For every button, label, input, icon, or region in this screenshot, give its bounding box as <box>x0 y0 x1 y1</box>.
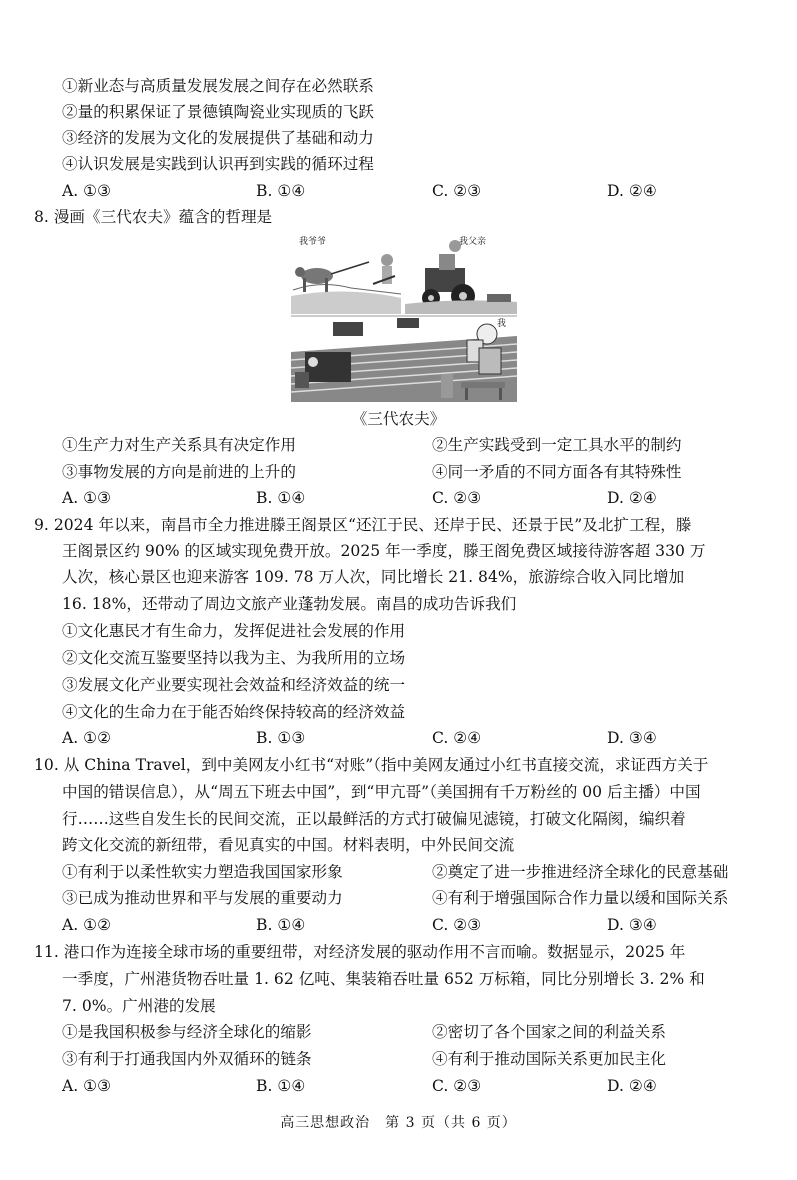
q11-stem-line-3: 7. 0%。广州港的发展 <box>62 997 216 1015</box>
q7-statement-3: ③经济的发展为文化的发展提供了基础和动力 <box>62 129 374 147</box>
q9-stem-line-1: 9. 2024 年以来，南昌市全力推进滕王阁景区“还江于民、还岸于民、还景于民”及北扩工程，滕 <box>34 516 692 534</box>
q10-option-c: C. ②③ <box>432 916 482 934</box>
q10-statement-3: ③已成为推动世界和平与发展的重要动力 <box>62 889 343 907</box>
three-generations-farmer-cartoon <box>291 232 517 402</box>
q9-statement-1: ①文化惠民才有生命力，发挥促进社会发展的作用 <box>62 622 406 640</box>
q9-option-d: D. ③④ <box>607 729 657 747</box>
q11-stem-line-1: 11. 港口作为连接全球市场的重要纽带，对经济发展的驱动作用不言而喻。数据显示，2025 年 <box>34 943 686 961</box>
q11-statement-3: ③有利于打通我国内外双循环的链条 <box>62 1050 312 1068</box>
q9-statement-2: ②文化交流互鉴要坚持以我为主、为我所用的立场 <box>62 649 406 667</box>
q11-option-a: A. ①③ <box>62 1077 112 1095</box>
q7-statement-4: ④认识发展是实践到认识再到实践的循环过程 <box>62 155 374 173</box>
q11-option-b: B. ①④ <box>256 1077 306 1095</box>
page-footer: 高三思想政治 第 3 页（共 6 页） <box>280 1115 517 1131</box>
q10-option-a: A. ①② <box>62 916 112 934</box>
q9-option-a: A. ①② <box>62 729 112 747</box>
q8-statement-1: ①生产力对生产关系具有决定作用 <box>62 436 296 454</box>
q10-stem-line-4: 跨文化交流的新纽带，看见真实的中国。材料表明，中外民间交流 <box>62 836 515 854</box>
q10-option-b: B. ①④ <box>256 916 306 934</box>
q9-option-b: B. ①③ <box>256 729 306 747</box>
cartoon-caption: 《三代农夫》 <box>351 410 446 428</box>
q9-statement-4: ④文化的生命力在于能否始终保持较高的经济效益 <box>62 703 406 721</box>
cartoon-label-me: 我 <box>497 319 507 329</box>
q10-option-d: D. ③④ <box>607 916 657 934</box>
cartoon-label-grandfather: 我爷爷 <box>299 237 327 247</box>
q9-statement-3: ③发展文化产业要实现社会效益和经济效益的统一 <box>62 676 406 694</box>
q11-statement-4: ④有利于推动国际关系更加民主化 <box>432 1050 666 1068</box>
q10-stem-line-2: 中国的错误信息），从“周五下班去中国”，到“甲亢哥”（美国拥有千万粉丝的 00 后主播）中国 <box>62 783 701 801</box>
q8-option-b: B. ①④ <box>256 489 306 507</box>
q10-statement-2: ②奠定了进一步推进经济全球化的民意基础 <box>432 863 729 881</box>
q10-statement-1: ①有利于以柔性软实力塑造我国国家形象 <box>62 863 343 881</box>
q9-option-c: C. ②④ <box>432 729 482 747</box>
q11-stem-line-2: 一季度，广州港货物吞吐量 1. 62 亿吨、集装箱吞吐量 652 万标箱，同比分别增长 3. 2% 和 <box>62 970 705 988</box>
q8-option-c: C. ②③ <box>432 489 482 507</box>
q8-stem: 8. 漫画《三代农夫》蕴含的哲理是 <box>34 208 273 226</box>
q7-option-a: A. ①③ <box>62 182 112 200</box>
q7-statement-1: ①新业态与高质量发展发展之间存在必然联系 <box>62 77 374 95</box>
q10-stem-line-3: 行……这些自发生长的民间交流，正以最鲜活的方式打破偏见滤镜，打破文化隔阂，编织着 <box>62 810 686 828</box>
q8-option-d: D. ②④ <box>607 489 657 507</box>
q8-option-a: A. ①③ <box>62 489 112 507</box>
q8-statement-4: ④同一矛盾的不同方面各有其特殊性 <box>432 463 682 481</box>
q9-stem-line-3: 人次，核心景区也迎来游客 109. 78 万人次，同比增长 21. 84%，旅游综合收入同比增加 <box>62 568 685 586</box>
q10-stem-line-1: 10. 从 China Travel，到中美网友小红书“对账”（指中美网友通过小红书直接交流，求证西方关于 <box>34 756 709 774</box>
q11-statement-2: ②密切了各个国家之间的利益关系 <box>432 1023 666 1041</box>
q8-statement-3: ③事物发展的方向是前进的上升的 <box>62 463 296 481</box>
q7-option-c: C. ②③ <box>432 182 482 200</box>
q8-statement-2: ②生产实践受到一定工具水平的制约 <box>432 436 682 454</box>
q9-stem-line-2: 王阁景区约 90% 的区域实现免费开放。2025 年一季度，滕王阁免费区域接待游客超 330 万 <box>62 542 706 560</box>
q7-statement-2: ②量的积累保证了景德镇陶瓷业实现质的飞跃 <box>62 103 374 121</box>
q7-option-d: D. ②④ <box>607 182 657 200</box>
q11-option-d: D. ②④ <box>607 1077 657 1095</box>
q7-option-b: B. ①④ <box>256 182 306 200</box>
q9-stem-line-4: 16. 18%，还带动了周边文旅产业蓬勃发展。南昌的成功告诉我们 <box>62 595 517 613</box>
q11-option-c: C. ②③ <box>432 1077 482 1095</box>
q11-statement-1: ①是我国积极参与经济全球化的缩影 <box>62 1023 312 1041</box>
cartoon-label-father: 我父亲 <box>459 237 487 247</box>
q10-statement-4: ④有利于增强国际合作力量以缓和国际关系 <box>432 889 729 907</box>
